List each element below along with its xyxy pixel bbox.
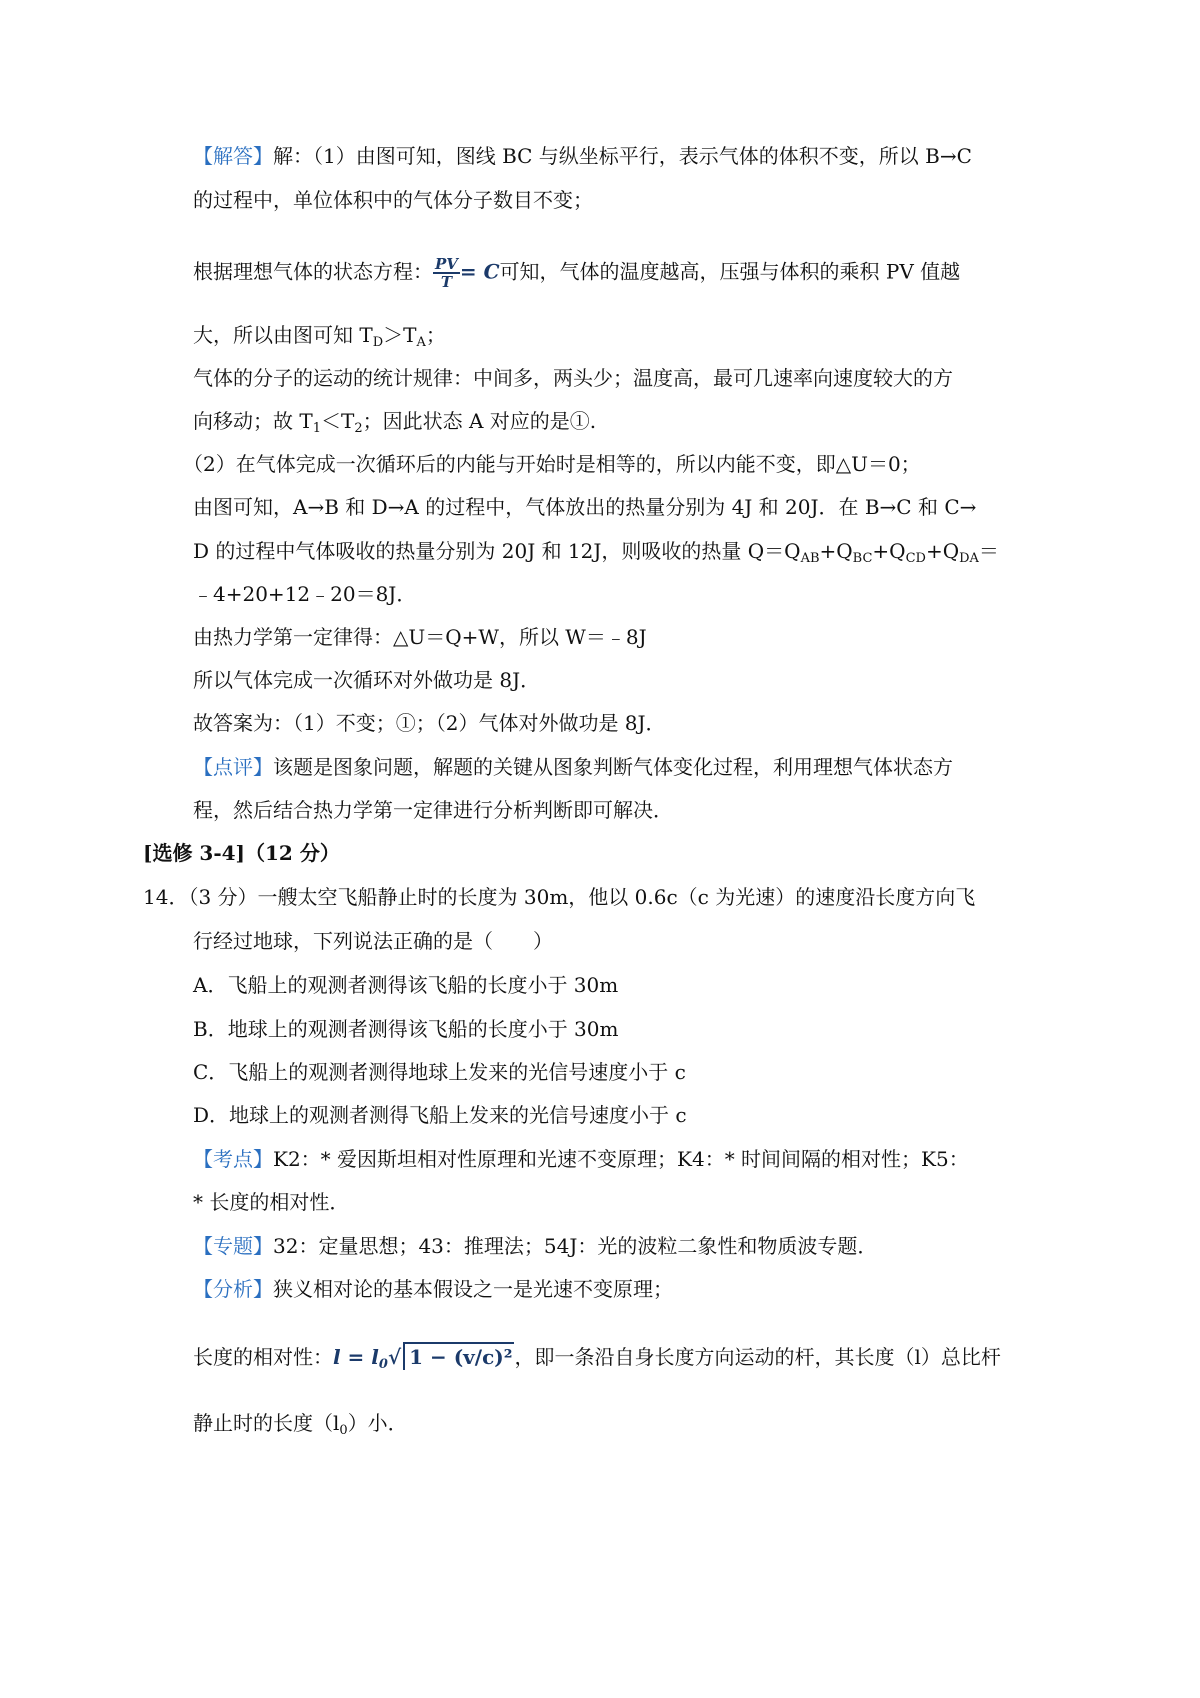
- fenxi-line-3: 静止时的长度$(l_0)$小．: [193, 1411, 408, 1438]
- option-d: D．地球上的观测者测得飞船上发来的光信号速度小于 c: [193, 1103, 687, 1127]
- jieda-line-2: 的过程中，单位体积中的气体分子数目不变；: [193, 188, 593, 212]
- kaodian-line-2: * 长度的相对性．: [193, 1190, 350, 1214]
- question-14-line-1: 14．（3 分）一艘太空飞船静止时的长度为 30m，他以 0.6c（c 为光速）的速度沿长度方向飞: [143, 885, 976, 909]
- dianping-line-2: 程，然后结合热力学第一定律进行分析判断即可解决．: [193, 798, 673, 822]
- jieda-line-6: 向移动；故 $T_1<T_2$；因此状态 A 对应的是①.: [193, 409, 597, 436]
- fenxi-tag: 【分析】: [193, 1277, 273, 1301]
- dianping-tag: 【点评】: [193, 755, 273, 779]
- length-contraction-formula: $l = l_0√$ 1 − (v/c)²: [333, 1345, 514, 1369]
- sqrt-radicand: 1 − (v/c)²: [403, 1342, 514, 1370]
- jieda-line-9: D 的过程中气体吸收的热量分别为 20J 和 12J，则吸收的热量 $Q=Q_{AB}+Q_{BC}+Q_{CD}+Q_{DA}=$: [193, 539, 999, 566]
- jieda-line-4: 大，所以由图可知 $T_D>T_A$；: [193, 323, 446, 350]
- kaodian-tag: 【考点】: [193, 1147, 273, 1171]
- section-heading: [选修 3-4]（12 分）: [143, 841, 340, 865]
- sqrt-sign: √: [387, 1345, 402, 1369]
- jieda-line-12: 所以气体完成一次循环对外做功是 8J．: [193, 668, 541, 692]
- fenxi-line-1: 【分析】狭义相对论的基本假设之一是光速不变原理；: [193, 1277, 673, 1301]
- ideal-gas-constant: = C: [459, 259, 500, 284]
- jieda-line-1: 【解答】解：（1）由图可知，图线 BC 与纵坐标平行，表示气体的体积不变，所以 B→C: [193, 144, 972, 168]
- ideal-gas-fraction: $\frac{PV}{T}$: [435, 255, 458, 291]
- dianping-line-1: 【点评】该题是图象问题，解题的关键从图象判断气体变化过程，利用理想气体状态方: [193, 755, 953, 779]
- jieda-line-13: 故答案为：（1）不变；①；（2）气体对外做功是 8J．: [193, 711, 666, 735]
- option-b: B．地球上的观测者测得该飞船的长度小于 30m: [193, 1017, 619, 1041]
- option-c: C．飞船上的观测者测得地球上发来的光信号速度小于 c: [193, 1060, 686, 1084]
- jieda-tag: 【解答】: [193, 144, 273, 168]
- kaodian-line-1: 【考点】K2：* 爱因斯坦相对性原理和光速不变原理；K4：* 时间间隔的相对性；K5：: [193, 1147, 969, 1171]
- zhuanti-tag: 【专题】: [193, 1234, 273, 1258]
- option-a: A．飞船上的观测者测得该飞船的长度小于 30m: [193, 973, 619, 997]
- jieda-line-11: 由热力学第一定律得：△U＝Q+W，所以 W＝﹣8J: [193, 625, 647, 649]
- jieda-line-8: 由图可知，A→B 和 D→A 的过程中，气体放出的热量分别为 4J 和 20J．在 B→C 和 C→: [193, 495, 977, 519]
- jieda-line-3: 根据理想气体的状态方程： $\frac{PV}{T}$ = C可知，气体的温度越高，压强与体积的乘积 PV 值越: [193, 255, 961, 291]
- question-14-line-2: 行经过地球，下列说法正确的是（ ）: [193, 929, 553, 953]
- jieda-line-5: 气体的分子的运动的统计规律：中间多，两头少；温度高，最可几速率向速度较大的方: [193, 366, 953, 390]
- zhuanti-line-1: 【专题】32：定量思想；43：推理法；54J：光的波粒二象性和物质波专题．: [193, 1234, 878, 1258]
- jieda-line-10: ﹣4+20+12﹣20＝8J．: [193, 582, 417, 606]
- fenxi-line-2: 长度的相对性：$l = l_0√$ 1 − (v/c)² ，即一条沿自身长度方向运动的杆，其长度（l）总比杆: [193, 1342, 1001, 1370]
- jieda-line-7: （2）在气体完成一次循环后的内能与开始时是相等的，所以内能不变，即△U＝0；: [183, 452, 921, 476]
